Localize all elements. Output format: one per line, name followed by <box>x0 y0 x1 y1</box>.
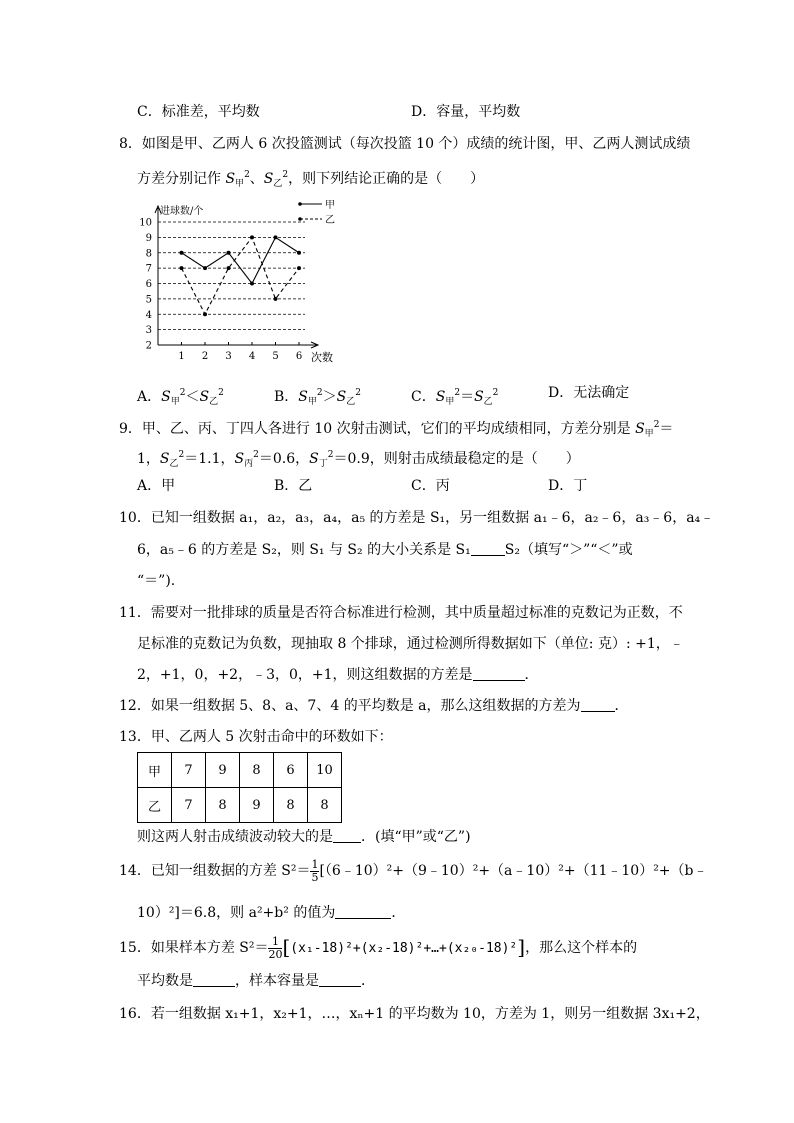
q8-stem-line1: 8．如图是甲、乙两人 6 次投篮测试（每次投篮 10 个）成绩的统计图，甲、乙两人测试成绩 <box>119 136 691 152</box>
q9-option-d[interactable]: D．丁 <box>548 478 588 494</box>
legend-marker <box>298 202 302 206</box>
data-point <box>180 251 184 255</box>
table-cell: 9 <box>240 788 274 823</box>
q10-answer-blank[interactable] <box>471 541 505 556</box>
x-tick-label: 6 <box>295 351 303 362</box>
x-tick-label: 4 <box>248 351 256 362</box>
y-tick-label: 4 <box>145 309 152 321</box>
q11-stem-line2: 足标准的克数记为负数，现抽取 8 个排球，通过检测所得数据如下（单位: 克）: +1，﹣ <box>137 636 684 652</box>
q15-size-blank[interactable] <box>319 972 361 987</box>
q10-stem-line1: 10．已知一组数据 a₁，a₂，a₃，a₄，a₅ 的方差是 S₁，另一组数据 a₁﹣6，a₂﹣6，a₃﹣6，a₄﹣ <box>119 510 715 526</box>
table-cell: 8 <box>206 788 240 823</box>
y-tick-label: 6 <box>145 279 152 290</box>
legend-label: 甲 <box>325 200 335 211</box>
data-point <box>297 251 301 255</box>
data-point <box>203 312 207 316</box>
data-point <box>180 266 184 270</box>
table-cell: 9 <box>206 753 240 788</box>
y-tick-label: 2 <box>145 340 152 352</box>
x-tick-label: 2 <box>201 351 209 362</box>
y-tick-label: 8 <box>145 248 152 260</box>
q11-stem-line3: 2，+1，0，+2，﹣3，0，+1，则这组数据的方差是 ． <box>137 667 539 683</box>
x-axis-label: 次数 <box>311 351 333 364</box>
legend-label: 乙 <box>325 215 335 226</box>
data-point <box>227 251 231 255</box>
data-point <box>250 235 254 239</box>
table-cell: 10 <box>308 753 342 788</box>
series-line-jia <box>182 237 300 283</box>
table-row <box>138 753 342 788</box>
q8-option-d[interactable]: D．无法确定 <box>548 385 630 401</box>
row-header-jia: 甲 <box>138 753 172 788</box>
q12-answer-blank[interactable] <box>581 697 615 712</box>
data-point <box>274 297 278 301</box>
q15-fraction: $\frac{1}{20}$ <box>268 934 283 961</box>
x-tick-label: 3 <box>225 351 232 362</box>
q13-prompt: 则这两人射击成绩波动较大的是 ．(填“甲”或“乙”) <box>137 829 471 845</box>
x-tick-label: 1 <box>178 351 185 362</box>
data-point <box>297 266 301 270</box>
y-tick-label: 10 <box>139 217 152 229</box>
q15-stem-line2: 平均数是 ，样本容量是 ． <box>137 973 375 989</box>
y-tick-label: 5 <box>145 294 152 306</box>
q10-stem-line3: “＝”). <box>137 573 176 589</box>
q7-option-c[interactable]: C．标准差，平均数 <box>137 104 260 120</box>
q9-option-c[interactable]: C．丙 <box>411 478 450 494</box>
y-tick-label: 3 <box>145 325 152 337</box>
q11-stem-line1: 11．需要对一批排球的质量是否符合标准进行检测，其中质量超过标准的克数记为正数，不 <box>119 605 683 621</box>
table-row <box>138 788 342 823</box>
q15-stem-line1: 15．如果样本方差 S²＝ $\frac{1}{20}$ [(x₁-18)²+(x₂-18)²+…+(x₂₀-18)²]，那么这个样本的 <box>119 934 638 961</box>
data-point <box>274 235 278 239</box>
q9-option-a[interactable]: A．甲 <box>137 478 176 494</box>
q8-stem-line2: 方差分别记作 $S_甲^2$、$S_乙^2$，则下列结论正确的是（ ） <box>137 170 485 189</box>
q13-stem: 13．甲、乙两人 5 次射击命中的环数如下： <box>119 729 393 745</box>
data-point <box>250 282 254 286</box>
q14-stem-line1: 14．已知一组数据的方差 S²＝ $\frac{1}{5}$ [（6﹣10）²+（9﹣10）²+（a﹣10）²+（11﹣10）²+（b﹣ <box>119 857 708 884</box>
q10-stem-line2: 6，a₅﹣6 的方差是 S₂，则 S₁ 与 S₂ 的大小关系是 S₁ S₂（填写“＞”“＜”或 <box>137 542 633 558</box>
q14-fraction: $\frac{1}{5}$ <box>311 857 319 884</box>
data-point <box>203 266 207 270</box>
q15-mean-blank[interactable] <box>193 972 235 987</box>
q8-option-b[interactable]: B．$S_甲^2>S_乙^2$ <box>274 388 361 407</box>
x-tick-label: 5 <box>272 351 279 362</box>
q13-score-table <box>137 752 342 823</box>
series-line-yi <box>182 237 300 314</box>
q12-stem: 12．如果一组数据 5、8、a、7、4 的平均数是 a，那么这组数据的方差为 ． <box>119 698 629 714</box>
table-cell: 8 <box>274 788 308 823</box>
q9-option-b[interactable]: B．乙 <box>274 478 313 494</box>
q9-stem-line1: 9．甲、乙、丙、丁四人各进行 10 次射击测试，它们的平均成绩相同，方差分别是 $S_甲^2=$ <box>119 420 674 439</box>
table-cell: 7 <box>172 788 206 823</box>
legend-marker <box>298 217 302 221</box>
y-tick-label: 9 <box>145 232 152 244</box>
table-cell: 7 <box>172 753 206 788</box>
q13-answer-blank[interactable] <box>333 828 361 843</box>
table-cell: 8 <box>308 788 342 823</box>
q8-option-a[interactable]: A．$S_甲^2<S_乙^2$ <box>137 388 224 407</box>
q9-stem-line2: 1，$S_乙^2=1.1$，$S_丙^2=0.6$，$S_丁^2=0.9$，则射击成绩最稳定的是（ ） <box>137 450 580 469</box>
q8-line-chart <box>130 200 340 365</box>
q14-answer-blank[interactable] <box>335 904 391 919</box>
table-cell: 8 <box>240 753 274 788</box>
y-tick-label: 7 <box>145 263 152 275</box>
q11-answer-blank[interactable] <box>473 666 525 681</box>
q14-stem-line2: 10）²]＝6.8，则 a²+b² 的值为 ． <box>137 905 406 921</box>
q7-option-d[interactable]: D．容量，平均数 <box>411 104 521 120</box>
row-header-yi: 乙 <box>138 788 172 823</box>
data-point <box>227 266 231 270</box>
q16-stem-line1: 16．若一组数据 x₁+1，x₂+1，…，xₙ+1 的平均数为 10，方差为 1，则另一组数据 3x₁+2， <box>119 1006 710 1022</box>
q8-option-c[interactable]: C．$S_甲^2=S_乙^2$ <box>411 388 499 407</box>
table-cell: 6 <box>274 753 308 788</box>
y-axis-label: 进球数/个 <box>160 206 204 217</box>
